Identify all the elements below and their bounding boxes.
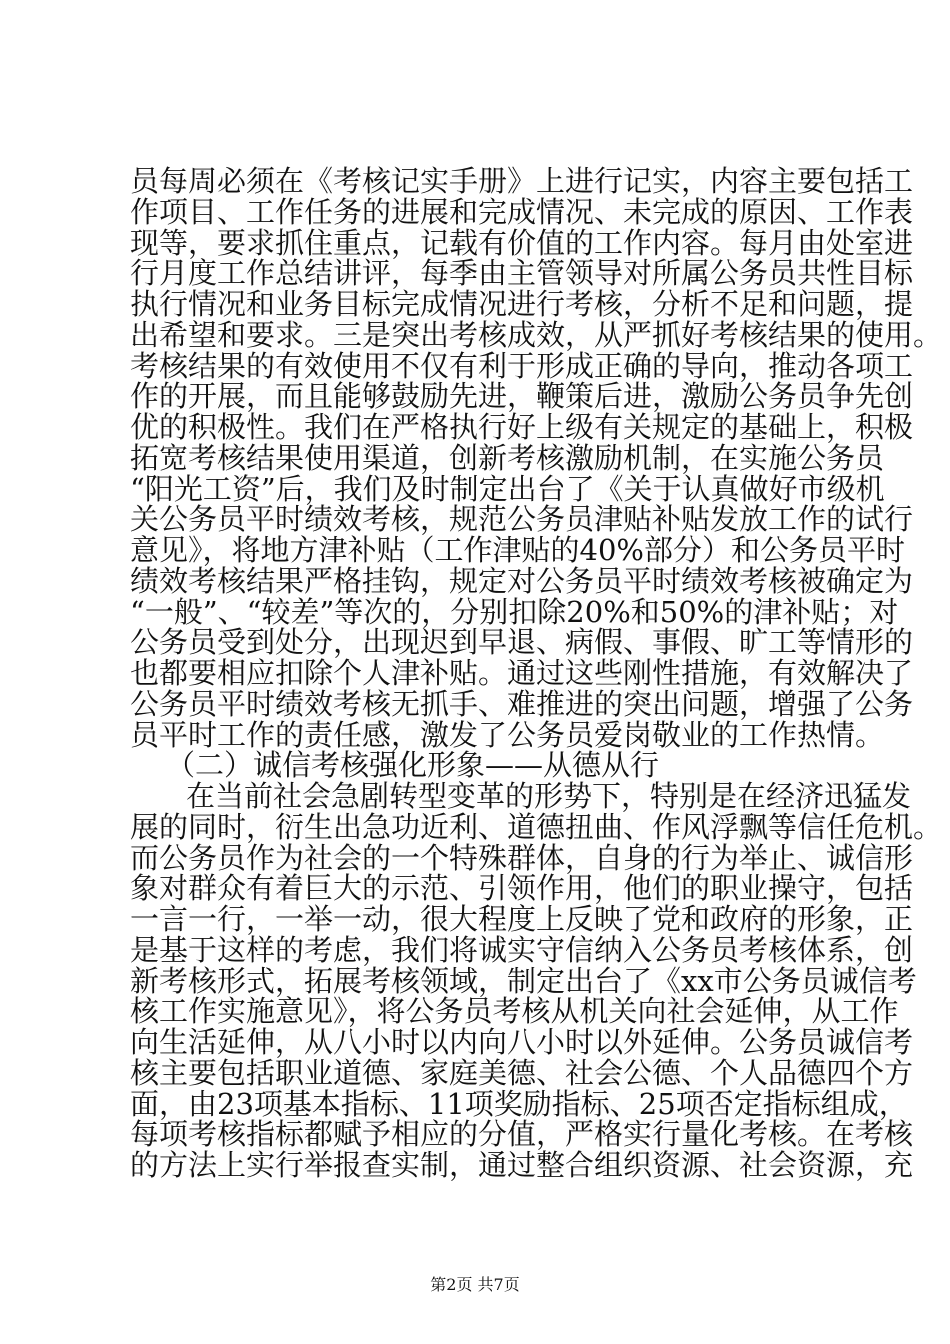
paragraph-line: 而公务员作为社会的一个特殊群体，自身的行为举止、诚信形 (130, 840, 914, 875)
paragraph-line: 也都要相应扣除个人津补贴。通过这些刚性措施，有效解决了 (130, 656, 914, 690)
paragraph-line: 现等，要求抓住重点，记载有价值的工作内容。每月由处室进 (130, 225, 914, 260)
paragraph-line: 关公务员平时绩效考核，规范公务员津贴补贴发放工作的试行 (130, 502, 914, 537)
paragraph-line: 是基于这样的考虑，我们将诚实守信纳入公务员考核体系，创 (130, 932, 914, 967)
paragraph-line: 公务员受到处分，出现迟到早退、病假、事假、旷工等情形的 (130, 625, 914, 660)
paragraph-line: 执行情况和业务目标完成情况进行考核，分析不足和问题，提 (130, 287, 914, 321)
paragraph-line: 考核结果的有效使用不仅有利于形成正确的导向，推动各项工 (130, 348, 914, 383)
paragraph-line: 员平时工作的责任感，激发了公务员爱岗敬业的工作热情。 (130, 717, 885, 752)
paragraph-line: 一言一行，一举一动，很大程度上反映了党和政府的形象，正 (130, 902, 914, 936)
paragraph-line: “一般”、“较差”等次的，分别扣除20%和50%的津补贴；对 (130, 594, 899, 629)
paragraph-line: 作项目、工作任务的进展和完成情况、未完成的原因、工作表 (130, 194, 914, 229)
section-heading: （二）诚信考核强化形象——从德从行 (166, 748, 660, 783)
document-body (130, 164, 943, 1182)
paragraph-line: 在当前社会急剧转型变革的形势下，特别是在经济迅猛发 (186, 779, 912, 813)
page-footer: 第2页 共7页 (430, 1275, 520, 1294)
paragraph-line: 面，由23项基本指标、11项奖励指标、25项否定指标组成， (130, 1086, 908, 1121)
paragraph-line: 意见》，将地方津补贴（工作津贴的40%部分）和公务员平时 (130, 533, 905, 567)
paragraph-line: 优的积极性。我们在严格执行好上级有关规定的基础上，积极 (130, 410, 914, 444)
paragraph-line: 的方法上实行举报查实制，通过整合组织资源、社会资源，充 (130, 1148, 914, 1182)
paragraph-line: 作的开展，而且能够鼓励先进，鞭策后进，激励公务员争先创 (130, 379, 914, 414)
paragraph-line: 行月度工作总结讲评，每季由主管领导对所属公务员共性目标 (130, 256, 914, 291)
paragraph-line: 员每周必须在《考核记实手册》上进行记实，内容主要包括工 (130, 164, 914, 198)
paragraph-line: 象对群众有着巨大的示范、引领作用，他们的职业操守，包括 (130, 871, 914, 906)
paragraph-line: 出希望和要求。三是突出考核成效，从严抓好考核结果的使用。 (130, 317, 943, 352)
paragraph-line: “阳光工资”后，我们及时制定出台了《关于认真做好市级机 (130, 471, 885, 506)
paragraph-line: 每项考核指标都赋予相应的分值，严格实行量化考核。在考核 (130, 1117, 914, 1152)
paragraph-line: 展的同时，衍生出急功近利、道德扭曲、作风浮飘等信任危机。 (130, 809, 943, 844)
paragraph-line: 公务员平时绩效考核无抓手、难推进的突出问题，增强了公务 (130, 686, 914, 721)
paragraph-line: 绩效考核结果严格挂钩，规定对公务员平时绩效考核被确定为 (130, 563, 914, 598)
paragraph-line: 新考核形式，拓展考核领域，制定出台了《xx市公务员诚信考 (130, 963, 917, 998)
paragraph-line: 核工作实施意见》，将公务员考核从机关向社会延伸，从工作 (130, 994, 899, 1029)
paragraph-line: 向生活延伸，从八小时以内向八小时以外延伸。公务员诚信考 (130, 1025, 914, 1059)
paragraph-line: 核主要包括职业道德、家庭美德、社会公德、个人品德四个方 (130, 1055, 914, 1090)
paragraph-line: 拓宽考核结果使用渠道，创新考核激励机制，在实施公务员 (130, 440, 885, 475)
